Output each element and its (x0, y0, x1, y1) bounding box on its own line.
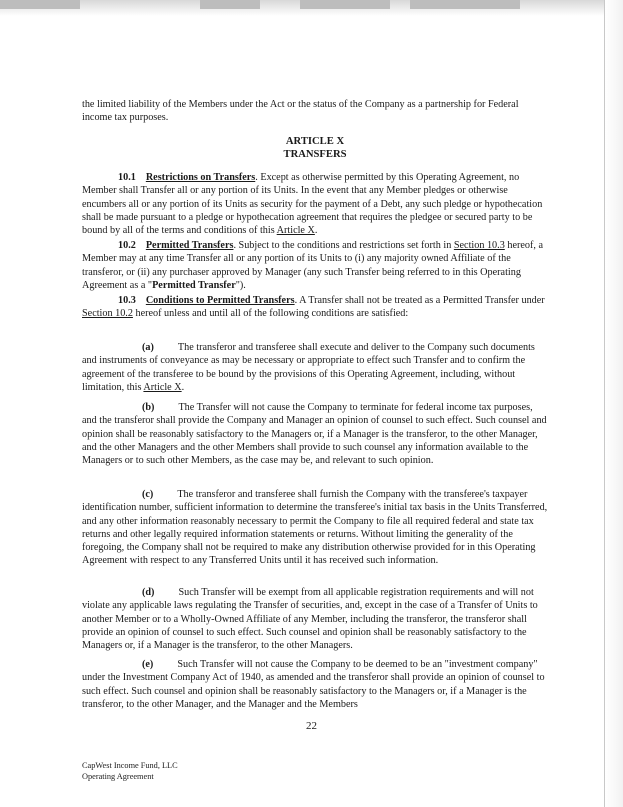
section-10-2: 10.2 Permitted Transfers. Subject to the conditions and restrictions set forth in Section 10.3 hereof, a Member may at any time Transfer all or any portion of its Units to (i) any majority owned Affiliate of the transferor, or (ii) any purchaser approved by Manager (any such Transfer being referred to in this Operating Agreement as a "Permitted Transfer"). (82, 240, 543, 291)
clause-c: (c) The transferor and transferee shall furnish the Company with the transferee's taxpayer identification number, sufficient information to determine the transferee's initial tax basis in the Units Transferred, and any other information reasonably necessary to permit the Company to file all required federal and state tax returns and other legally required information statements or returns. Without limiting the generality of the foregoing, the Company shall not be required to make any distribution otherwise provided for in this Operating Agreement with respect to any Transferred Units until it has received such information. (82, 489, 548, 567)
section-10-3-reference: Section 10.3 (453, 240, 505, 251)
article-title: TRANSFERS (283, 149, 347, 160)
defined-term: Permitted Transfer (152, 279, 236, 291)
page-number: 22 (306, 720, 317, 732)
footer-company: CapWest Income Fund, LLC (82, 761, 178, 770)
clause-c-label: (c) (142, 489, 154, 500)
footer-document: Operating Agreement (82, 772, 154, 781)
section-10-3-title: Conditions to Permitted Transfers (145, 295, 295, 306)
section-10-2-title: Permitted Transfers (145, 240, 234, 251)
section-10-1-number: 10.1 (118, 172, 136, 183)
section-10-2-reference: Section 10.2 (82, 308, 133, 320)
footer (82, 760, 178, 782)
clause-e: (e) Such Transfer will not cause the Company to be deemed to be an "investment company" under the Investment Company Act of 1940, as amended and the transferor shall provide an opinion of counsel to such effect. Such counsel and opinion shall be reasonably satisfactory to the Managers or, if a Manager is the transferor, to the other Manager, and the Manager and the Members (82, 659, 545, 710)
clause-d: (d) Such Transfer will be exempt from all applicable registration requirements and will not violate any applicable laws regulating the Transfer of securities, and, except in the case of a Transfer of Units to another Member or to a Wholly-Owned Affiliate of any Member, including the transferor, the transferor shall provide an opinion of counsel to such effect. Such counsel and opinion shall be reasonably satisfactory to the Managers or, if a Manager is the transferor, to the other Managers. (82, 587, 538, 652)
clause-b: (b) The Transfer will not cause the Company to terminate for federal income tax purposes, and the transferor shall provide the Company and Manager an opinion of counsel to such effect. Such counsel and opinion shall be reasonably satisfactory to the Managers or, if a Manager is the transferor, to the other Manager, and the other Managers and the other Members shall provide to such counsel any information available to the Managers or to such other Members, as the case may be, and relevant to such opinion. (82, 402, 547, 467)
clause-e-label: (e) (142, 659, 154, 670)
article-x-reference: Article X (276, 225, 315, 237)
section-10-2-number: 10.2 (118, 240, 136, 251)
clause-a: (a) The transferor and transferee shall execute and deliver to the Company such documents and instruments of conveyance as may be necessary or appropriate to effect such Transfer and to confirm the agreement of the transferee to be bound by the provisions of this Operating Agreement, including, without limitation, this Article X. (82, 342, 535, 393)
clause-b-label: (b) (142, 402, 155, 413)
article-x-reference: Article X (143, 381, 182, 393)
clause-a-label: (a) (142, 342, 154, 353)
section-10-3-number: 10.3 (118, 295, 136, 306)
section-10-1-title: Restrictions on Transfers (145, 172, 256, 183)
article-number: ARTICLE X (285, 136, 345, 147)
section-10-3: 10.3 Conditions to Permitted Transfers. A Transfer shall not be treated as a Permitted Transfer under Section 10.2 hereof unless and until all of the following conditions are satisfied: (82, 295, 545, 320)
clause-d-label: (d) (142, 587, 155, 598)
section-10-1: 10.1 Restrictions on Transfers. Except as otherwise permitted by this Operating Agreement, no Member shall Transfer all or any portion of its Units. In the event that any Member pledges or otherwise encumbers all or any portion of its Units as security for the payment of a Debt, any such pledge or hypothecation shall be made pursuant to a pledge or hypothecation agreement that requires the pledgee or secured party to be bound by all of the terms and conditions of this Article X. (82, 172, 543, 237)
intro-paragraph: the limited liability of the Members under the Act or the status of the Company as a partnership for Federal income tax purposes. (82, 99, 519, 124)
